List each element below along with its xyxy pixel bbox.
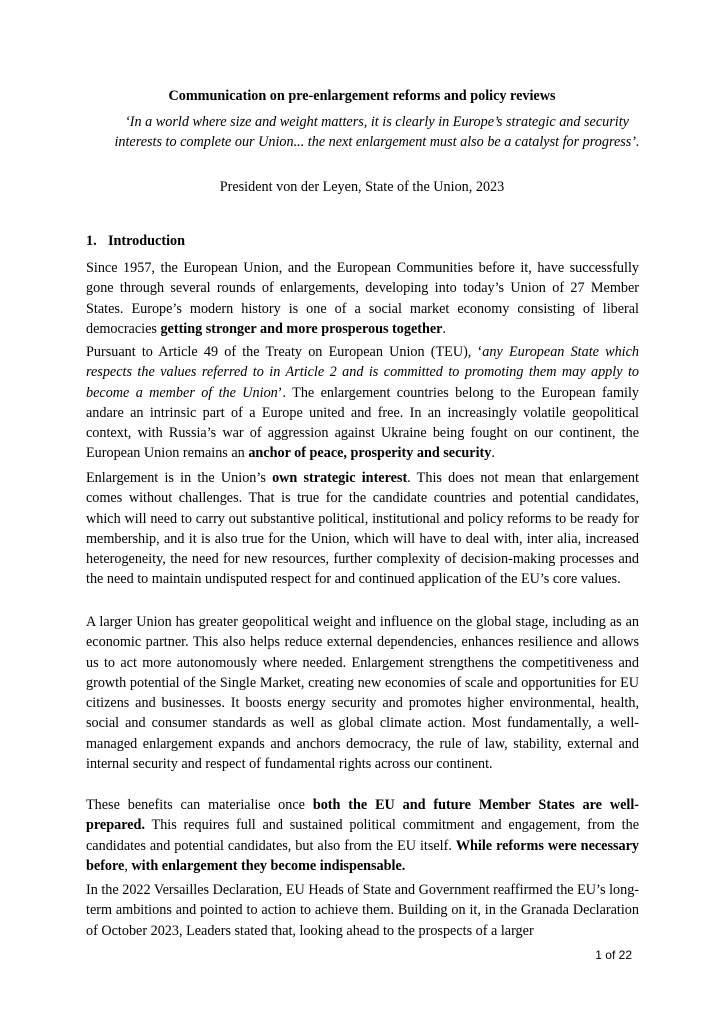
emphasis-text: anchor of peace, prosperity and security (248, 445, 492, 462)
paragraph-text: Since 1957, the European Union, and the European Communities before it, have successfully gone through several rounds of enlargements, developing into today’s Union of 27 Member States. Europe’s modern history is one of a social market economy consisting of liberal democracies (86, 260, 639, 337)
emphasis-text: While reforms were necessary before (86, 837, 639, 874)
paragraph-text: . (442, 320, 447, 337)
paragraph-1 (86, 258, 639, 339)
paragraph-text: . (491, 445, 495, 462)
paragraph-text: Pursuant to Article 49 of the Treaty on European Union (TEU), ‘ (86, 344, 483, 360)
paragraph-text: These benefits can materialise once (86, 797, 313, 813)
section-title: Introduction (108, 233, 185, 249)
treaty-citation: any European State which respects the values referred to in Article 2 and is committed to promoting them may apply to become a member of the Union (86, 344, 640, 401)
emphasis-text: both the EU and future Member States are well-prepared. (86, 797, 639, 834)
paragraph-text: , (124, 857, 132, 874)
emphasis-text: getting stronger and more prosperous together (160, 320, 443, 337)
paragraph-text: Enlargement is in the Union’s (86, 470, 273, 486)
quote-attribution: President von der Leyen, State of the Union, 2023 (219, 179, 505, 195)
paragraph-text: This requires full and sustained political commitment and engagement, from the candidates and potential candidates, but also from the EU itself. (86, 817, 639, 854)
paragraph-text: . This does not mean that enlargement comes without challenges. That is true for the candidate countries and potential candidates, which will need to carry out substantive political, institutional and policy reforms to be ready for membership, and it is also true for the Union, which will have to deal with, inter alia, increased heterogeneity, the need for new resources, further complexity of decision-making processes and the need to maintain undisputed respect for and continued application of the EU’s core values. (86, 470, 639, 588)
paragraph-text: ’. The enlargement countries belong to the European family andare an intrinsic part of a Europe united and free. In an increasingly volatile geopolitical context, with Russia’s war of aggression against Ukraine being fought on our continent, the European Union remains an (86, 384, 639, 462)
opening-quote: ‘In a world where size and weight matters, it is clearly in Europe’s strategic and security interests to complete our Union... the next enlargement must also be a catalyst for progress’. (114, 114, 640, 150)
paragraph-text: A larger Union has greater geopolitical weight and influence on the global stage, including as an economic partner. This also helps reduce external dependencies, enhances resilience and allows us to act more autonomously where needed. Enlargement strengthens the competitiveness and growth potential of the Single Market, creating new economies of scale and opportunities for EU citizens and businesses. It boosts energy security and promotes higher environmental, health, social and consumer standards as well as global climate action. Most fundamentally, a well-managed enlargement expands and anchors democracy, the rule of law, stability, external and internal security and respect of fundamental rights across our continent. (86, 614, 639, 773)
section-heading (86, 232, 185, 250)
paragraph-text: In the 2022 Versailles Declaration, EU Heads of State and Government reaffirmed the EU’s long-term ambitions and pointed to action to achieve them. Building on it, in the Granada Declaration of October 2023, Leaders stated that, looking ahead to the prospects of a larger (86, 882, 640, 939)
paragraph-3 (86, 468, 639, 590)
paragraph-4 (86, 612, 639, 774)
section-number: 1. (86, 233, 97, 249)
emphasis-text: own strategic interest (272, 470, 408, 486)
page-number: 1 of 22 (595, 948, 632, 962)
emphasis-text: with enlargement they become indispensable. (131, 857, 406, 874)
document-title: Communication on pre-enlargement reforms and policy reviews (168, 88, 556, 104)
paragraph-5 (86, 795, 639, 876)
paragraph-6 (86, 880, 639, 941)
paragraph-2 (86, 342, 639, 464)
